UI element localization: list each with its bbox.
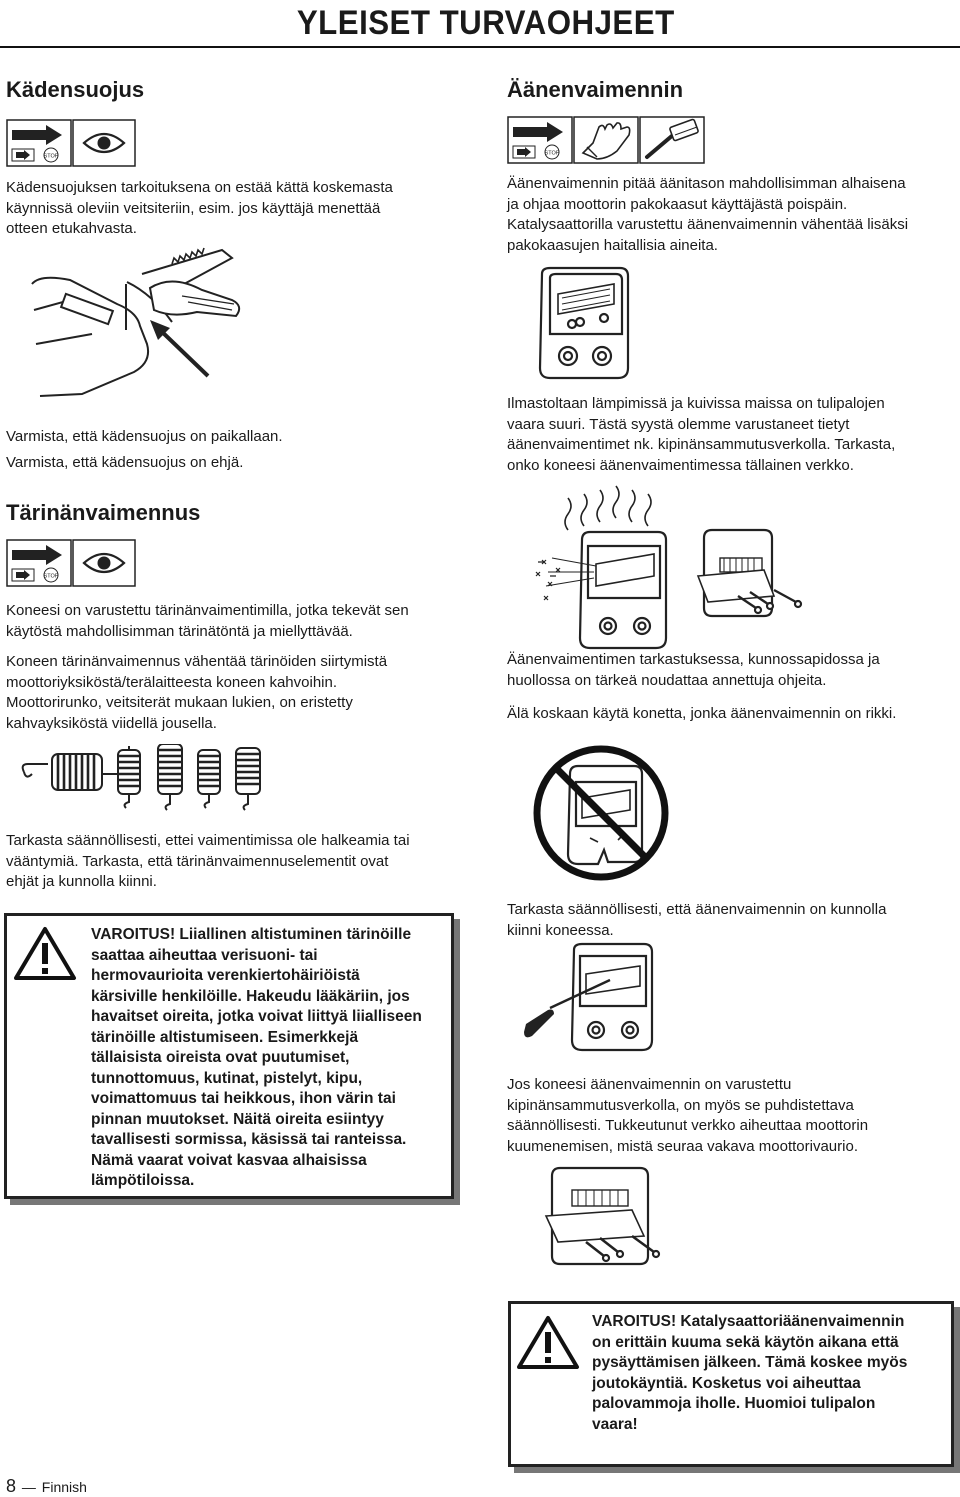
muffler-intro-line: pakokaasujen haitallisia aineita. xyxy=(507,236,718,254)
muffler-fire-line: Ilmastoltaan lämpimissä ja kuivissa maissa on tulipalojen xyxy=(507,395,885,412)
handguard-intro-line: käynnissä oleviin veitsiteriin, esim. jos käyttäjä menettää xyxy=(6,199,381,217)
muffler-body xyxy=(546,532,666,648)
stop-label: STOP xyxy=(43,153,59,160)
vibration-p2-line: Koneen tärinänvaimennus vähentää tärinöiden siirtymistä xyxy=(6,653,388,670)
muffler-fire-line: vaara suuri. Tästä syystä olemme varustaneet tietyt xyxy=(507,415,850,433)
muffler-symbols xyxy=(507,113,707,165)
pointer-arrow xyxy=(150,320,208,376)
vibration-p3-line: ehjät ja kunnolla kiinni. xyxy=(6,873,157,890)
warning-line: voimattomuus tai heikkous, ihon värin tai xyxy=(91,1090,396,1107)
page-title: YLEISET TURVAOHJEET xyxy=(297,4,675,42)
warning-triangle-icon xyxy=(516,1315,580,1371)
broken-muffler-illustration xyxy=(530,742,672,884)
muffler-screen-line: kipinänsammutusverkolla, on myös se puhdistettava xyxy=(507,1096,854,1114)
hot-muffler-illustration xyxy=(528,478,818,668)
eye-icon xyxy=(73,120,135,166)
trimmer-body-outline xyxy=(32,278,148,396)
muffler-never-text xyxy=(507,704,896,725)
warning-line: saattaa aiheuttaa verisuoni- tai xyxy=(91,946,318,964)
muffler-intro-line: Äänenvaimennin pitää äänitason mahdollisimman alhaisena xyxy=(507,175,906,192)
arrow-stop-icon xyxy=(508,117,572,163)
muffler-intro-line: Katalysaattorilla varustettu äänenvaimennin vähentää lisäksi xyxy=(507,216,909,233)
handguard-heading: Kädensuojus xyxy=(6,77,145,102)
muffler-check-text xyxy=(507,900,886,941)
warning-line: VAROITUS! Katalysaattoriäänenvaimennin xyxy=(592,1313,905,1330)
warning-line: tällaisista oireista ovat puutumiset, xyxy=(91,1049,350,1066)
muffler-fire-line: onko koneesi äänenvaimentimessa tällainen verkko. xyxy=(507,456,854,474)
muffler-screen-line: Jos koneesi äänenvaimennin on varustettu xyxy=(507,1076,792,1093)
muffler-screen-line: kuumenemisen, mistä seuraa vakava moottorivaurio. xyxy=(507,1137,858,1155)
vibration-p2-line: moottoriyksiköstä/terälaitteesta koneen kahvoihin. xyxy=(6,673,338,691)
spring-vertical-1 xyxy=(118,746,140,808)
vibration-p2 xyxy=(6,652,387,734)
warning-line: VAROITUS! Liiallinen altistuminen tärinöille xyxy=(91,926,412,943)
vibration-p2-line: Moottorirunko, veitsiterät mukaan lukien, on eristetty xyxy=(6,694,353,711)
vibration-heading: Tärinänvaimennus xyxy=(6,500,201,525)
vibration-symbols xyxy=(6,539,136,587)
brush-icon xyxy=(640,117,704,163)
muffler-service-line: Äänenvaimentimen tarkastuksessa, kunnossapidossa ja xyxy=(507,651,880,668)
warning-line: joutokäyntiä. Kosketus voi aiheuttaa xyxy=(592,1374,861,1392)
vibration-p1-line: Koneesi on varustettu tärinänvaimentimilla, jotka tekevät sen xyxy=(6,602,409,619)
spring-vertical-3 xyxy=(198,750,220,808)
handguard-intro-line: otteen etukahvasta. xyxy=(6,220,137,237)
spring-vertical-4 xyxy=(236,748,260,810)
warning-line: lämpötiloissa. xyxy=(91,1172,195,1189)
warning-line: tärinöille altistumiseen. Esimerkkejä xyxy=(91,1028,359,1046)
heat-waves xyxy=(565,486,651,530)
warning-line: vaara! xyxy=(592,1415,638,1433)
spring-vertical-2 xyxy=(158,744,182,810)
muffler-service-line: huollossa on tärkeä noudattaa annettuja ohjeita. xyxy=(507,671,827,689)
muffler-screwdriver-illustration xyxy=(520,940,680,1066)
warning-triangle-icon xyxy=(13,926,77,982)
arrow-stop-icon xyxy=(7,540,71,586)
handguard-illustration xyxy=(22,244,272,399)
springs-illustration xyxy=(18,744,288,812)
muffler-check-line: kiinni koneessa. xyxy=(507,921,614,939)
page-footer xyxy=(6,1476,87,1497)
vibration-p3 xyxy=(6,831,410,893)
vibration-p2-line: kahvayksiköstä viidellä jousella. xyxy=(6,714,217,732)
muffler-fire-line: äänenvaimentimet nk. kipinänsammutusverkolla. Tarkasta, xyxy=(507,436,896,453)
muffler-exploded xyxy=(698,530,801,616)
vibration-warning-text xyxy=(91,925,422,1192)
footer-dash: — xyxy=(21,1479,36,1495)
handguard-intro-line: Kädensuojuksen tarkoituksena on estää kättä koskemasta xyxy=(6,179,393,196)
muffler-intro-line: ja ohjaa moottorin pakokaasut käyttäjästä poispäin. xyxy=(507,195,848,213)
muffler-warning-text xyxy=(592,1312,907,1435)
eye-icon xyxy=(73,540,135,586)
muffler-screen-line: säännöllisesti. Tukkeutunut verkko aiheuttaa moottorin xyxy=(507,1117,869,1134)
spring-horizontal xyxy=(23,754,128,790)
warning-line: on erittäin kuuma sekä käytön aikana että xyxy=(592,1333,899,1351)
warning-line: palovammoja iholle. Huomioi tulipalon xyxy=(592,1395,876,1412)
muffler-check-line: Tarkasta säännöllisesti, että äänenvaimennin on kunnolla xyxy=(507,901,887,918)
handguard-intro xyxy=(6,178,393,240)
muffler-screen-text xyxy=(507,1075,868,1157)
warning-line: tavallisesti sormissa, käsissä tai ranteissa. xyxy=(91,1131,407,1148)
footer-language: Finnish xyxy=(41,1479,87,1495)
handguard-checks xyxy=(6,427,283,473)
vibration-p1-line: käytöstä mahdollisimman tärinätöntä ja miellyttävää. xyxy=(6,622,353,640)
muffler-intro xyxy=(507,174,908,256)
arrow-stop-icon xyxy=(7,120,71,166)
warning-line: Nämä vaarat voivat kasvaa alhaisissa xyxy=(91,1151,367,1169)
warning-line: pysäyttämisen jälkeen. Tämä koskee myös xyxy=(592,1354,908,1371)
vibration-p3-line: vääntymiä. Tarkasta, että tärinänvaimennuselementit ovat xyxy=(6,852,389,870)
muffler-service-text xyxy=(507,650,880,691)
muffler-screen-illustration xyxy=(528,1164,678,1290)
stop-label: STOP xyxy=(544,150,560,157)
vibration-p3-line: Tarkasta säännöllisesti, ettei vaimentimissa ole halkeamia tai xyxy=(6,832,410,849)
muffler-fire-text xyxy=(507,394,895,476)
page-number: 8 xyxy=(6,1476,17,1496)
handguard-plate xyxy=(150,281,239,316)
vibration-p1 xyxy=(6,601,409,642)
warning-line: pinnan muutokset. Näitä oireita esiintyy xyxy=(91,1110,384,1128)
muffler-heading: Äänenvaimennin xyxy=(507,77,684,102)
handguard-check-1: Varmista, että kädensuojus on paikallaan. xyxy=(6,428,283,445)
handguard-symbols xyxy=(6,119,136,167)
warning-line: hermovaurioita verenkiertohäiriöistä xyxy=(91,967,360,984)
spark-stars xyxy=(536,560,560,600)
muffler-never-line: Älä koskaan käytä konetta, jonka äänenvaimennin on rikki. xyxy=(507,705,897,722)
muffler-illustration xyxy=(528,264,638,384)
stop-label: STOP xyxy=(43,573,59,580)
handguard-check-2: Varmista, että kädensuojus on ehjä. xyxy=(6,453,244,471)
glove-icon xyxy=(574,117,638,163)
warning-line: kärsiville henkilöille. Hakeudu lääkäriin, jos xyxy=(91,987,410,1005)
warning-line: tunnottomuus, kutinat, pistelyt, kipu, xyxy=(91,1069,363,1087)
warning-line: havaitset oireita, jotka voivat liittyä liialliseen xyxy=(91,1008,422,1025)
